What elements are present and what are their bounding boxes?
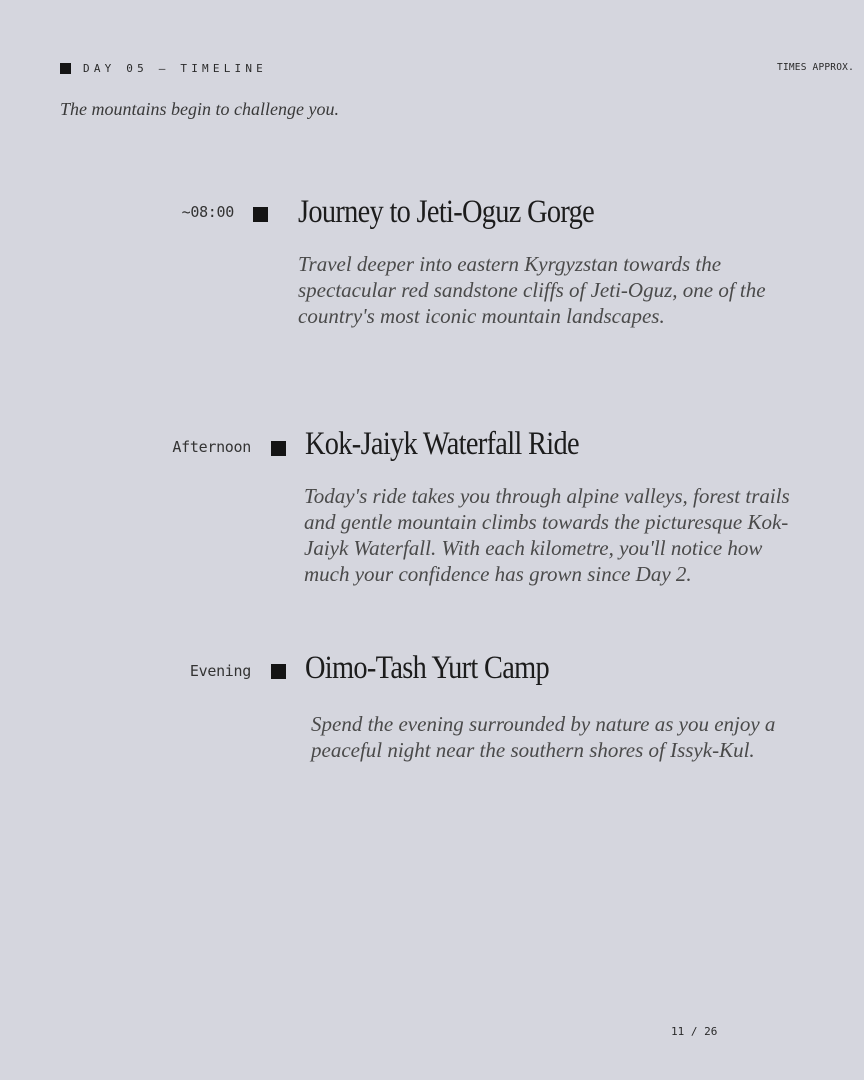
- timeline-time: Afternoon: [172, 438, 251, 456]
- timeline-marker-icon: [253, 207, 268, 222]
- section-label: DAY 05 — TIMELINE: [83, 62, 267, 75]
- timeline-marker-icon: [271, 441, 286, 456]
- timeline-description: Today's ride takes you through alpine valleys, forest trails and gentle mountain climbs towards the picturesque Kok-Jaiyk Waterfall. With each kilometre, you'll notice how much your confidence has grown since Day 2.: [304, 484, 790, 586]
- timeline-description: Travel deeper into eastern Kyrgyzstan towards the spectacular red sandstone cliffs of Jeti-Oguz, one of the country's most iconic mountain landscapes.: [298, 252, 766, 328]
- timeline-title: Journey to Jeti-Oguz Gorge: [298, 194, 595, 230]
- page-number: 11 / 26: [671, 1025, 718, 1038]
- timeline-marker-icon: [271, 664, 286, 679]
- timeline-title: Kok-Jaiyk Waterfall Ride: [305, 426, 579, 462]
- timeline-time: ~08:00: [181, 203, 234, 221]
- timeline-description: Spend the evening surrounded by nature as you enjoy a peaceful night near the southern shores of Issyk-Kul.: [311, 712, 776, 762]
- times-note: TIMES APPROX.: [777, 62, 854, 73]
- header-square-icon: [60, 63, 71, 74]
- section-header: [60, 62, 267, 75]
- page-subtitle: The mountains begin to challenge you.: [60, 99, 339, 119]
- timeline-title: Oimo-Tash Yurt Camp: [305, 650, 550, 686]
- timeline-time: Evening: [189, 662, 251, 680]
